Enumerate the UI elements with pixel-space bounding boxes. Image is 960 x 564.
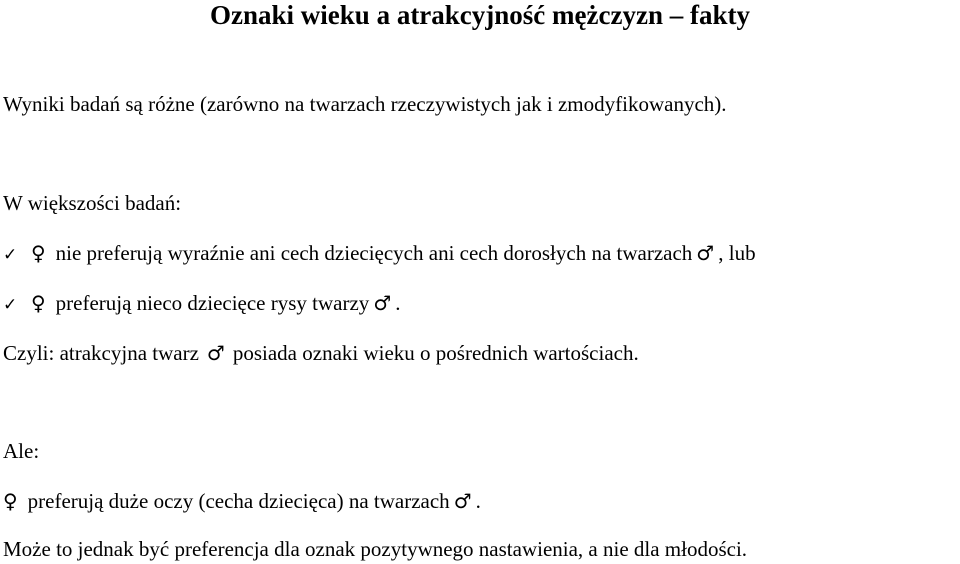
bullet-1-text: nie preferują wyraźnie ani cech dziecięcych ani cech dorosłych na twarzach: [55, 241, 693, 265]
male-symbol-icon: ♂: [373, 291, 392, 315]
summary-suffix: posiada oznaki wieku o pośrednich wartościach.: [232, 341, 639, 365]
male-symbol-icon: ♂: [696, 241, 715, 265]
page-title: Oznaki wieku a atrakcyjność mężczyzn – fakty: [210, 0, 750, 30]
bullet-2: [3, 291, 401, 317]
female-symbol-icon: ♀: [31, 241, 46, 265]
final-line: Może to jednak być preferencja dla oznak pozytywnego nastawienia, a nie dla młodości.: [3, 537, 748, 561]
intro-text: Wyniki badań są różne (zarówno na twarzach rzeczywistych jak i zmodyfikowanych).: [3, 92, 727, 116]
bullet-1-suffix: , lub: [718, 241, 756, 265]
bullet-1: [3, 241, 756, 267]
female-symbol-icon: ♀: [3, 489, 18, 513]
summary-line: [3, 341, 639, 365]
bullet-2-text: preferują nieco dziecięce rysy twarzy: [55, 291, 370, 315]
but-line-suffix: .: [475, 489, 481, 513]
checkmark-icon: ✓: [3, 245, 18, 265]
male-symbol-icon: ♂: [206, 341, 225, 365]
but-label: Ale:: [3, 439, 40, 463]
checkmark-icon: ✓: [3, 295, 18, 315]
bullet-2-suffix: .: [395, 291, 401, 315]
majority-label: W większości badań:: [3, 191, 182, 215]
summary-prefix: Czyli: atrakcyjna twarz: [3, 341, 199, 365]
but-line-text: preferują duże oczy (cecha dziecięca) na twarzach: [27, 489, 450, 513]
but-line: [3, 489, 481, 513]
female-symbol-icon: ♀: [31, 291, 46, 315]
male-symbol-icon: ♂: [453, 489, 472, 513]
